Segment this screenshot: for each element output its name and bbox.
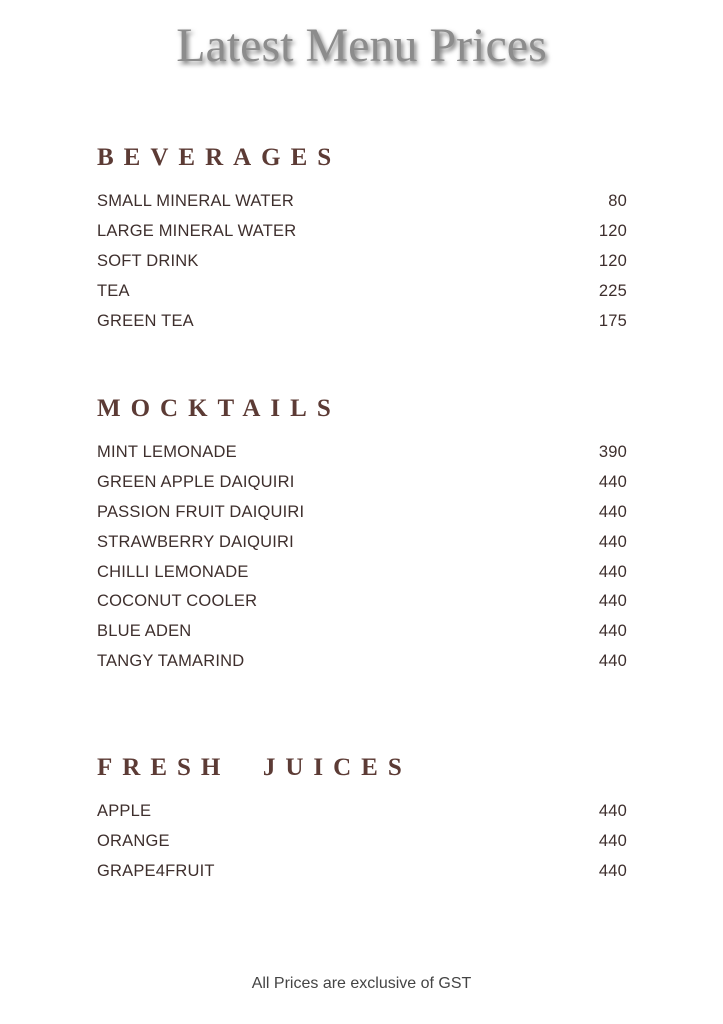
menu-item-name: TANGY TAMARIND <box>97 651 245 670</box>
menu-item-name: LARGE MINERAL WATER <box>97 222 297 241</box>
menu-item <box>97 617 627 647</box>
menu-item <box>97 468 627 498</box>
menu-item-price: 440 <box>598 802 627 821</box>
menu-item-price: 120 <box>598 222 627 241</box>
menu-item-name: MINT LEMONADE <box>97 443 237 462</box>
menu-item-name: GREEN TEA <box>97 311 194 330</box>
menu-item-name: BLUE ADEN <box>97 622 192 641</box>
menu-item <box>97 797 627 827</box>
menu-item-price: 440 <box>598 592 627 611</box>
menu-item-price: 440 <box>598 651 627 670</box>
page-title: Latest Menu Prices <box>176 19 547 72</box>
menu-item-price: 440 <box>598 473 627 492</box>
menu-item <box>97 857 627 887</box>
menu-item-price: 440 <box>598 861 627 880</box>
section-heading: BEVERAGES <box>97 144 342 171</box>
menu-item-name: COCONUT COOLER <box>97 592 258 611</box>
section-heading: MOCKTAILS <box>97 395 341 422</box>
menu-item-price: 80 <box>608 192 627 211</box>
menu-item <box>97 498 627 528</box>
menu-item-price: 175 <box>598 311 627 330</box>
menu-item-name: PASSION FRUIT DAIQUIRI <box>97 502 305 521</box>
section-fresh-juices <box>97 753 627 886</box>
menu-item <box>97 217 627 247</box>
menu-item-name: APPLE <box>97 802 152 821</box>
menu-item-list <box>97 187 627 336</box>
menu-item-list <box>97 438 627 676</box>
menu-item-price: 440 <box>598 562 627 581</box>
menu-item-name: SOFT DRINK <box>97 251 199 270</box>
menu-item-name: CHILLI LEMONADE <box>97 562 249 581</box>
menu-item-price: 440 <box>598 622 627 641</box>
menu-item <box>97 827 627 857</box>
menu-item-name: TEA <box>97 281 130 300</box>
menu-item-price: 120 <box>598 251 627 270</box>
menu-item <box>97 647 627 677</box>
gst-footnote: All Prices are exclusive of GST <box>251 975 472 992</box>
section-heading: FRESH JUICES <box>97 754 412 781</box>
menu-item-list <box>97 797 627 886</box>
menu-item <box>97 527 627 557</box>
menu-item <box>97 247 627 277</box>
menu-item-name: SMALL MINERAL WATER <box>97 192 294 211</box>
menu-item-price: 225 <box>598 281 627 300</box>
menu-item <box>97 187 627 217</box>
menu-item <box>97 276 627 306</box>
menu-item-price: 440 <box>598 532 627 551</box>
menu-item-price: 390 <box>598 443 627 462</box>
section-mocktails <box>97 394 627 676</box>
menu-item-name: STRAWBERRY DAIQUIRI <box>97 532 294 551</box>
section-beverages <box>97 143 627 336</box>
menu-item-price: 440 <box>598 832 627 851</box>
menu-item-price: 440 <box>598 502 627 521</box>
menu-item <box>97 306 627 336</box>
menu-item <box>97 587 627 617</box>
menu-item-name: GREEN APPLE DAIQUIRI <box>97 473 295 492</box>
menu-item <box>97 557 627 587</box>
menu-item-name: ORANGE <box>97 832 170 851</box>
menu-item <box>97 438 627 468</box>
menu-item-name: GRAPE4FRUIT <box>97 861 215 880</box>
